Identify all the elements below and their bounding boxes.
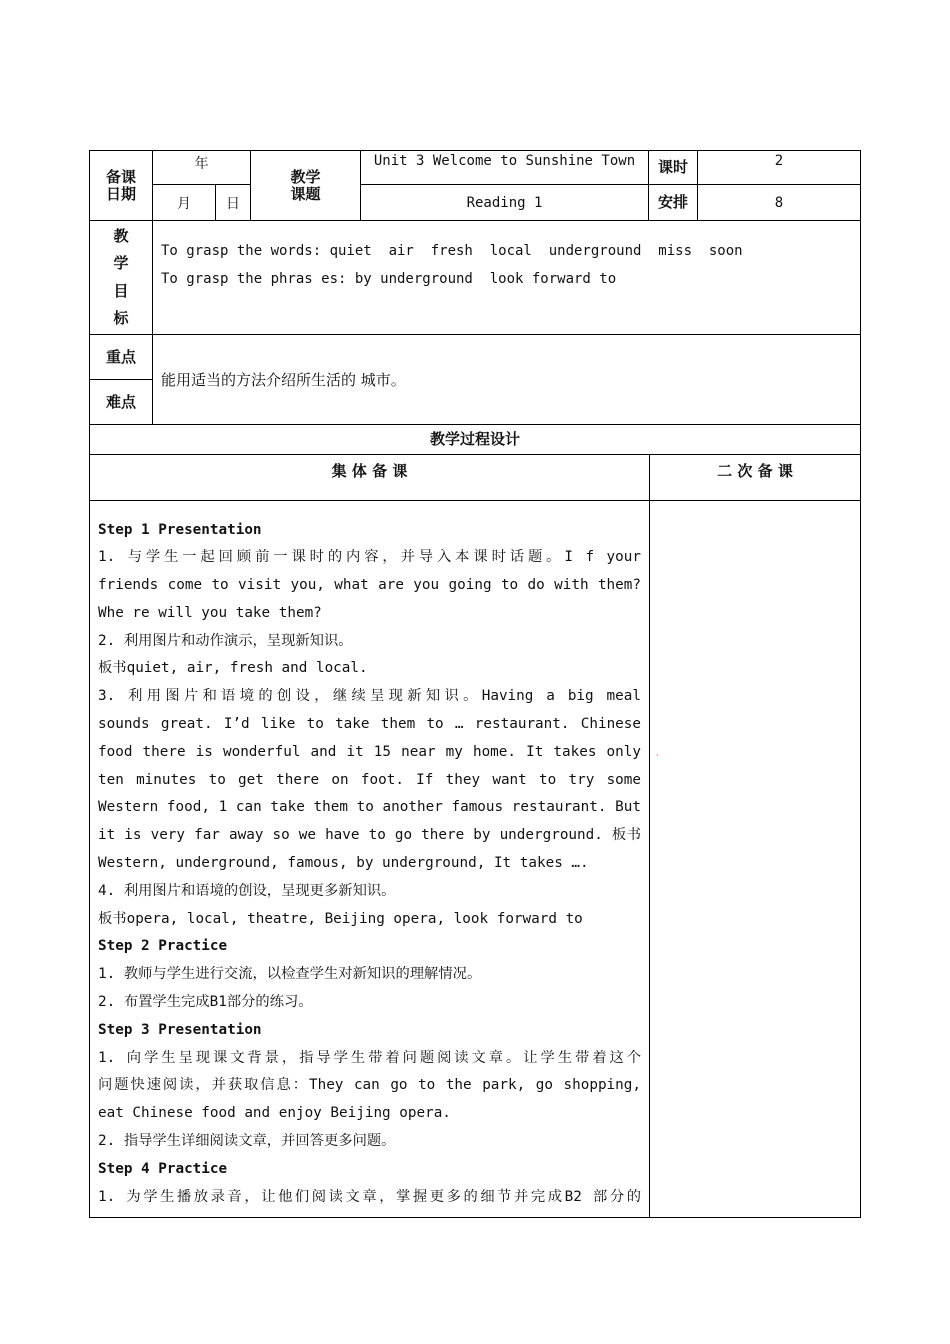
collective-title-cell (90, 454, 650, 500)
content-line: food there is wonderful and it 15 near my home. It takes only (98, 743, 641, 760)
goals-label-char: 学 (113, 254, 129, 273)
focus-text: 能用适当的方法介绍所生活的 城市。 (161, 371, 406, 389)
topic-label: 教学 课题 (290, 167, 321, 203)
day-cell (216, 185, 251, 221)
hours-value: 2 (774, 153, 784, 169)
second-content-cell (650, 500, 861, 1217)
step-heading: Step 2 Practice (98, 938, 228, 955)
date-label-cell (90, 151, 153, 221)
lesson-plan-table (89, 150, 861, 455)
content-line: 1. 向学生呈现课文背景，指导学生带着问题阅读文章。让学生带着这个 (98, 1049, 641, 1066)
goals-label-char: 教 (113, 226, 129, 245)
content-line: 1. 为学生播放录音，让他们阅读文章，掌握更多的细节并完成B2 部分的 (98, 1188, 641, 1205)
second-title: 二 次 备 课 (717, 461, 793, 480)
lesson-name: Reading 1 (466, 194, 543, 211)
day-label: 日 (226, 195, 240, 212)
process-title-cell (90, 425, 861, 455)
lesson-plan-sheet (89, 150, 860, 1218)
step-heading: Step 3 Presentation (98, 1021, 262, 1038)
goals-label-char: 标 (113, 309, 129, 328)
goals-text-cell (153, 221, 861, 335)
content-line: sounds great. I’d like to take them to … restaurant. Chinese (98, 716, 641, 733)
goals-line-2: To grasp the phras es: by underground look forward to (161, 271, 617, 287)
content-line: 板书opera, local, theatre, Beijing opera, look forward to (98, 910, 583, 927)
content-line: 2. 利用图片和动作演示，呈现新知识。 (98, 632, 353, 649)
collective-content-cell (90, 500, 650, 1217)
arrange-value-cell (698, 185, 861, 221)
year-label: 年 (194, 156, 209, 172)
key-point-label: 重点 (105, 347, 136, 366)
content-line: friends come to visit you, what are you going to do with them? (98, 577, 641, 594)
content-line: eat Chinese food and enjoy Beijing opera. (98, 1105, 451, 1122)
lesson-cell (361, 185, 649, 221)
step-heading: Step 4 Practice (98, 1160, 228, 1177)
goals-label-char: 目 (113, 281, 129, 300)
collective-title: 集 体 备 课 (331, 461, 408, 480)
arrange-label-cell (649, 185, 698, 221)
arrange-value: 8 (774, 194, 784, 211)
key-point-label-cell (90, 335, 153, 380)
content-line: 1. 与学生一起回顾前一课时的内容，并导入本课时话题。I f your (98, 549, 641, 566)
content-line: 2. 指导学生详细阅读文章，并回答更多问题。 (98, 1133, 396, 1150)
year-cell (153, 151, 251, 185)
content-line: 4. 利用图片和语境的创设，呈现更多新知识。 (98, 882, 396, 899)
unit-title-cell (361, 151, 649, 185)
date-label: 备课 日期 (105, 167, 136, 203)
month-label: 月 (177, 195, 191, 212)
difficulty-label: 难点 (105, 392, 136, 411)
content-line: it is very far away so we have to go there by underground. 板书 (98, 827, 641, 844)
hours-label-cell (649, 151, 698, 185)
content-line: Western food, 1 can take them to another famous restaurant. But (98, 799, 641, 816)
goals-line-1: To grasp the words: quiet air fresh local underground miss soon (161, 243, 743, 259)
content-line: ten minutes to get there on foot. If they want to try some (98, 771, 641, 788)
content-line: 问题快速阅读，并获取信息：They can go to the park, go shopping, (98, 1077, 641, 1094)
content-line: Western, underground, famous, by underground, It takes …. (98, 855, 589, 872)
step-heading: Step 1 Presentation (98, 521, 262, 538)
lesson-steps (98, 517, 641, 1212)
content-line: 2. 布置学生完成B1部分的练习。 (98, 994, 313, 1011)
goals-label (90, 226, 152, 330)
arrange-label: 安排 (657, 193, 688, 211)
process-title: 教学过程设计 (429, 430, 520, 448)
unit-title: Unit 3 Welcome to Sunshine Town (373, 153, 636, 169)
topic-label-cell (251, 151, 361, 221)
hours-label: 课时 (657, 158, 688, 176)
content-line: Whe re will you take them? (98, 604, 322, 621)
goals-label-cell (90, 221, 153, 335)
process-table (89, 454, 861, 1218)
content-line: 1. 教师与学生进行交流，以检查学生对新知识的理解情况。 (98, 966, 482, 983)
red-dot-mark: · (656, 750, 659, 760)
hours-value-cell (698, 151, 861, 185)
difficulty-label-cell (90, 380, 153, 425)
month-cell (153, 185, 216, 221)
content-line: 3. 利用图片和语境的创设，继续呈现新知识。Having a big meal (98, 688, 641, 705)
focus-text-cell (153, 335, 861, 425)
second-title-cell (650, 454, 861, 500)
content-line: 板书quiet, air, fresh and local. (98, 660, 368, 677)
